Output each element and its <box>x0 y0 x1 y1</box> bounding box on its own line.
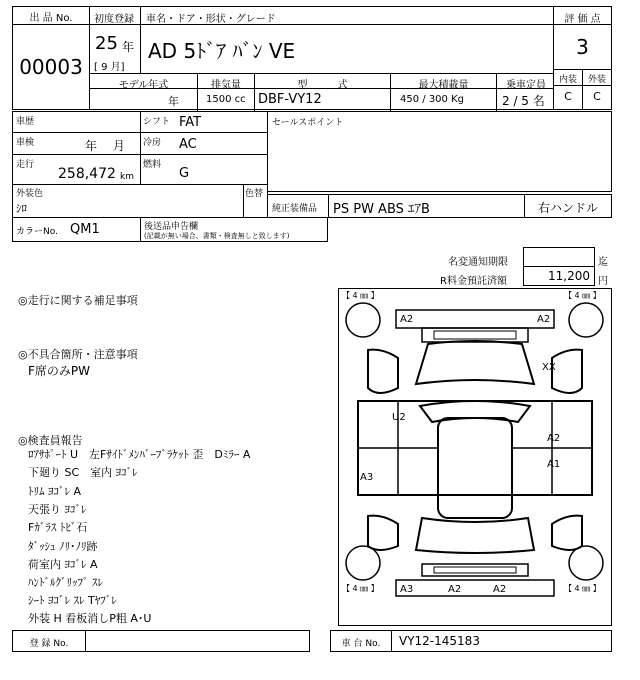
damage-mark: A2 <box>400 314 414 325</box>
damage-mark: A2 <box>547 433 561 444</box>
capacity-label: 乗車定員 <box>506 80 546 91</box>
ext-color-label: 外装色 <box>16 189 44 199</box>
ac-label: 冷房 <box>143 138 162 148</box>
color-change-label: 色替 <box>245 189 264 199</box>
recycle-unit: 円 <box>598 276 608 287</box>
chassis-label: 車 台 No. <box>341 639 381 649</box>
recycle-label: R料金預託済額 <box>440 276 507 287</box>
roof <box>438 418 512 518</box>
color-no-box <box>12 217 328 242</box>
inspector-line: ｼｰﾄ ﾖｺﾞﾚ ｽﾚ Tﾔﾌﾞﾚ <box>28 594 117 607</box>
car-damage-diagram <box>338 288 612 626</box>
inspector-line: 荷室内 ﾖｺﾞﾚ A <box>28 558 98 571</box>
capacity: 2 / 5 名 <box>502 94 545 108</box>
ext-color-value: ｼﾛ <box>16 202 27 215</box>
front-bumper <box>396 310 554 328</box>
ac-value: AC <box>179 137 197 152</box>
tire-front-left <box>346 303 380 337</box>
handle-side: 右ハンドル <box>537 201 598 215</box>
reg-no-box <box>12 630 310 652</box>
chassis-box <box>330 630 612 652</box>
deadline-label: 名変通知期限 <box>448 257 508 268</box>
tire-depth-tl: 【 4 ㎜ 】 <box>342 291 379 300</box>
rear-garnish <box>422 564 528 576</box>
inspector-line: ﾛｱｻﾎﾟｰﾄ U 左Fｻｲﾄﾞﾒﾝﾊﾞｰﾌﾞﾗｹｯﾄ 歪 Dﾐﾗｰ A <box>28 448 251 461</box>
vehicle-header-box <box>89 6 554 110</box>
deadline-unit: 迄 <box>598 257 608 268</box>
inspection-value: 年 月 <box>85 139 125 153</box>
hood <box>416 341 534 384</box>
car-name-label: 車名・ドア・形状・グレード <box>146 14 276 25</box>
damage-mark: A2 <box>448 584 462 595</box>
selling-point-label: セールスポイント <box>272 118 344 128</box>
model-year-unit: 年 <box>168 95 179 108</box>
reg-no-label: 登 録 No. <box>29 639 69 649</box>
post-doc-label: 後送品申告欄 <box>144 222 199 232</box>
damage-mark: A3 <box>400 584 414 595</box>
exterior-label: 外装 <box>587 75 606 85</box>
damage-mark: A3 <box>360 472 374 483</box>
front-grille <box>422 328 528 342</box>
rear-bumper <box>396 580 554 596</box>
driving-notes-title: ◎走行に関する補足事項 <box>18 294 138 307</box>
defect-notes-title: ◎不具合箇所・注意事項 <box>18 348 138 361</box>
damage-mark: A2 <box>493 584 507 595</box>
defect-line: F席のみPW <box>28 364 91 378</box>
left-rear-fender <box>368 516 398 550</box>
deadline-box <box>523 247 595 267</box>
inspector-line: Fｶﾞﾗｽ ﾄﾋﾞ石 <box>28 521 88 534</box>
equipment-value: PS PW ABS ｴｱB <box>333 202 430 217</box>
recycle-value: 11,200 <box>548 269 590 283</box>
inspector-line: ﾀﾞｯｼｭ ﾉﾘ･ﾉﾘ跡 <box>28 540 98 553</box>
exterior-grade: C <box>593 90 601 103</box>
load: 450 / 300 Kg <box>400 94 464 105</box>
car-name: AD 5ﾄﾞｱ ﾊﾞﾝ VE <box>148 39 296 63</box>
inspector-line: 下廻り SC 室内 ﾖｺﾞﾚ <box>28 466 138 479</box>
interior-grade: C <box>564 90 572 103</box>
type: DBF-VY12 <box>258 92 322 107</box>
lot-number: 00003 <box>19 55 83 79</box>
selling-point-box <box>267 111 612 192</box>
shift-label: シフト <box>143 117 171 127</box>
tire-depth-br: 【 4 ㎜ 】 <box>564 584 601 593</box>
inspector-line: 天張り ﾖｺﾞﾚ <box>28 503 87 516</box>
left-front-fender <box>368 350 398 393</box>
inspector-line: ﾄﾘﾑ ﾖｺﾞﾚ A <box>28 485 82 498</box>
displacement: 1500 cc <box>206 94 246 105</box>
reg-year: 25 <box>95 33 118 54</box>
right-front-fender <box>552 350 582 393</box>
color-no-value: QM1 <box>70 222 100 237</box>
color-no-label: カラーNo. <box>16 227 58 237</box>
inspector-title: ◎検査員報告 <box>18 434 83 447</box>
mileage-label: 走行 <box>16 160 35 170</box>
load-label: 最大積載量 <box>418 80 469 91</box>
rear-hatch <box>416 518 534 553</box>
displacement-label: 排気量 <box>211 80 241 91</box>
reg-month: [ 9 月] <box>94 62 125 73</box>
tire-depth-bl: 【 4 ㎜ 】 <box>342 584 379 593</box>
type-label: 型 式 <box>297 80 348 91</box>
history-label: 車歴 <box>16 117 35 127</box>
grade-label: 評 価 点 <box>564 14 601 25</box>
lot-label: 出 品 No. <box>29 13 73 24</box>
post-doc-note: (記載が無い場合、書類・検査無しと致します) <box>144 232 290 240</box>
mileage-unit: km <box>120 172 134 182</box>
tire-rear-left <box>346 546 380 580</box>
interior-label: 内装 <box>558 75 577 85</box>
damage-mark: A1 <box>547 459 561 470</box>
inspector-line: 外装 H 看板消しP粗 A･U <box>28 612 152 625</box>
lot-box <box>12 6 90 110</box>
damage-mark: XX <box>542 362 556 373</box>
equipment-label: 純正装備品 <box>272 204 318 214</box>
damage-mark: A2 <box>537 314 551 325</box>
reg-year-unit: 年 <box>122 40 135 54</box>
grade-value: 3 <box>576 35 589 59</box>
recycle-box <box>523 266 595 286</box>
damage-mark: U2 <box>392 412 406 423</box>
mileage-value: 258,472 <box>58 166 116 182</box>
chassis-number: VY12-145183 <box>399 634 480 648</box>
fuel-value: G <box>179 166 190 181</box>
inspector-line: ﾊﾝﾄﾞﾙｸﾞﾘｯﾌﾟ ｽﾚ <box>28 576 103 589</box>
right-rear-fender <box>552 516 582 550</box>
model-year-label: モデル年式 <box>118 80 169 91</box>
equipment-box <box>267 194 612 218</box>
details-box <box>12 111 268 218</box>
tire-front-right <box>569 303 603 337</box>
shift-value: FAT <box>179 115 202 130</box>
fuel-label: 燃料 <box>143 160 162 170</box>
first-reg-label: 初度登録 <box>94 14 134 25</box>
tire-depth-tr: 【 4 ㎜ 】 <box>564 291 601 300</box>
tire-rear-right <box>569 546 603 580</box>
inspection-label: 車検 <box>16 138 35 148</box>
grade-box <box>553 6 612 110</box>
